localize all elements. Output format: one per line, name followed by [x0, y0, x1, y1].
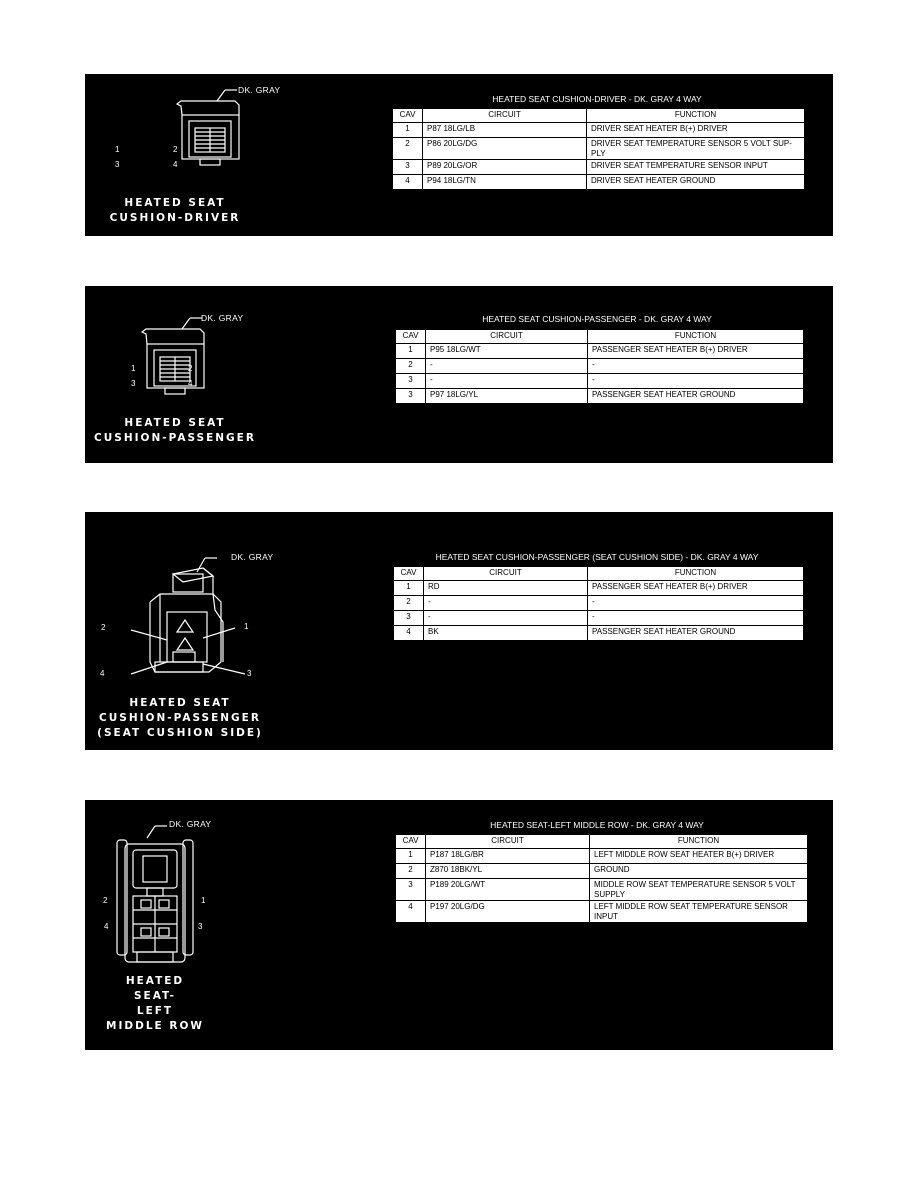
- cell-function: DRIVER SEAT HEATER B(+) DRIVER: [587, 123, 805, 138]
- pin-label-3: 3: [115, 160, 120, 169]
- cell-circuit: P89 20LG/OR: [423, 160, 587, 175]
- table-title: HEATED SEAT-LEFT MIDDLE ROW - DK. GRAY 4 WAY: [490, 820, 704, 830]
- cell-cav: 3: [396, 389, 426, 404]
- table-title: HEATED SEAT CUSHION-PASSENGER - DK. GRAY 4 WAY: [482, 314, 712, 324]
- cell-circuit: Z870 18BK/YL: [426, 864, 590, 879]
- connector-title: [95, 974, 215, 1034]
- cell-circuit: P187 18LG/BR: [426, 849, 590, 864]
- table-row: [396, 879, 808, 901]
- color-label: DK. GRAY: [169, 819, 212, 829]
- cell-function: -: [588, 596, 804, 611]
- cell-cav: 3: [394, 611, 424, 626]
- connector-diagram: [85, 512, 385, 750]
- table-row: [394, 581, 804, 596]
- table-title: HEATED SEAT CUSHION-DRIVER - DK. GRAY 4 WAY: [492, 94, 702, 104]
- cell-function: DRIVER SEAT TEMPERATURE SENSOR INPUT: [587, 160, 805, 175]
- table-header-row: [396, 835, 808, 849]
- cell-function: DRIVER SEAT TEMPERATURE SENSOR 5 VOLT SUP-PLY: [587, 138, 805, 160]
- pin-table: [395, 329, 804, 404]
- cell-circuit: P97 18LG/YL: [426, 389, 588, 404]
- table-row: [394, 626, 804, 641]
- pin-label-2: 2: [173, 145, 178, 154]
- table-row: [393, 123, 805, 138]
- cell-function: PASSENGER SEAT HEATER B(+) DRIVER: [588, 344, 804, 359]
- header-cav: CAV: [394, 567, 424, 581]
- connector-title-line: CUSHION-PASSENGER: [94, 432, 256, 444]
- cell-function: -: [588, 359, 804, 374]
- cell-cav: 3: [396, 374, 426, 389]
- pin-label-3: 3: [198, 922, 203, 931]
- cell-circuit: -: [426, 374, 588, 389]
- connector-title: [85, 696, 275, 741]
- connector-diagram: [85, 800, 385, 1050]
- cell-cav: 1: [393, 123, 423, 138]
- cell-circuit: -: [424, 611, 588, 626]
- table-row: [396, 901, 808, 923]
- header-cav: CAV: [396, 330, 426, 344]
- pin-label-1: 1: [115, 145, 120, 154]
- connector-title-line: MIDDLE ROW: [106, 1020, 204, 1032]
- connector-panel-passenger: [85, 286, 833, 463]
- pin-label-4: 4: [173, 160, 178, 169]
- connector-title-line: CUSHION-DRIVER: [109, 212, 241, 224]
- pin-label-4: 4: [188, 379, 193, 388]
- cell-circuit: BK: [424, 626, 588, 641]
- connector-panel-passenger-seat-side: [85, 512, 833, 750]
- pin-label-3: 3: [247, 669, 252, 678]
- pin-label-4: 4: [104, 922, 109, 931]
- connector-title-line: CUSHION-PASSENGER: [99, 712, 261, 724]
- table-row: [396, 359, 804, 374]
- connector-title-line: HEATED SEAT: [129, 697, 231, 709]
- cell-cav: 4: [394, 626, 424, 641]
- connector-title: [90, 196, 260, 226]
- header-circuit: CIRCUIT: [426, 330, 588, 344]
- header-circuit: CIRCUIT: [423, 109, 587, 123]
- cell-circuit: P95 18LG/WT: [426, 344, 588, 359]
- cell-cav: 2: [393, 138, 423, 160]
- table-row: [396, 389, 804, 404]
- cell-cav: 1: [394, 581, 424, 596]
- header-circuit: CIRCUIT: [424, 567, 588, 581]
- cell-circuit: P197 20LG/DG: [426, 901, 590, 923]
- pin-label-3: 3: [131, 379, 136, 388]
- cell-function: GROUND: [590, 864, 808, 879]
- pin-label-2: 2: [101, 623, 106, 632]
- connector-title-line: (SEAT CUSHION SIDE): [97, 727, 263, 739]
- table-header-row: [396, 330, 804, 344]
- header-cav: CAV: [396, 835, 426, 849]
- cell-cav: 1: [396, 344, 426, 359]
- cell-cav: 3: [393, 160, 423, 175]
- cell-cav: 2: [394, 596, 424, 611]
- connector-diagram: [85, 74, 385, 236]
- cell-circuit: P94 18LG/TN: [423, 175, 587, 190]
- connector-title-line: HEATED SEAT: [124, 417, 226, 429]
- cell-circuit: RD: [424, 581, 588, 596]
- connector-panel-driver: [85, 74, 833, 236]
- cell-cav: 4: [396, 901, 426, 923]
- table-row: [394, 611, 804, 626]
- table-row: [396, 849, 808, 864]
- header-cav: CAV: [393, 109, 423, 123]
- cell-function: DRIVER SEAT HEATER GROUND: [587, 175, 805, 190]
- cell-function: LEFT MIDDLE ROW SEAT HEATER B(+) DRIVER: [590, 849, 808, 864]
- connector-title-line: SEAT-: [133, 990, 177, 1002]
- table-row: [396, 864, 808, 879]
- pin-label-2: 2: [103, 896, 108, 905]
- table-title: HEATED SEAT CUSHION-PASSENGER (SEAT CUSHION SIDE) - DK. GRAY 4 WAY: [435, 552, 759, 562]
- cell-circuit: P189 20LG/WT: [426, 879, 590, 901]
- cell-circuit: -: [424, 596, 588, 611]
- cell-function: PASSENGER SEAT HEATER GROUND: [588, 626, 804, 641]
- color-label: DK. GRAY: [238, 85, 281, 95]
- pin-label-4: 4: [100, 669, 105, 678]
- cell-function: PASSENGER SEAT HEATER GROUND: [588, 389, 804, 404]
- color-label: DK. GRAY: [201, 313, 244, 323]
- cell-circuit: -: [426, 359, 588, 374]
- pin-label-2: 2: [188, 364, 193, 373]
- table-header-row: [393, 109, 805, 123]
- table-row: [396, 344, 804, 359]
- pin-table: [393, 566, 804, 641]
- color-label: DK. GRAY: [231, 552, 274, 562]
- pin-table: [395, 834, 808, 923]
- table-row: [393, 160, 805, 175]
- pin-label-1: 1: [244, 622, 249, 631]
- table-row: [393, 175, 805, 190]
- cell-function: LEFT MIDDLE ROW SEAT TEMPERATURE SENSOR INPUT: [590, 901, 808, 923]
- header-function: FUNCTION: [587, 109, 805, 123]
- cell-function: PASSENGER SEAT HEATER B(+) DRIVER: [588, 581, 804, 596]
- connector-diagram: [85, 286, 385, 463]
- connector-title: [85, 416, 265, 446]
- connector-title-line: HEATED SEAT: [124, 197, 226, 209]
- pin-label-1: 1: [201, 896, 206, 905]
- cell-cav: 2: [396, 359, 426, 374]
- connector-title-line: LEFT: [136, 1005, 174, 1017]
- header-function: FUNCTION: [588, 567, 804, 581]
- cell-cav: 2: [396, 864, 426, 879]
- cell-cav: 3: [396, 879, 426, 901]
- cell-cav: 4: [393, 175, 423, 190]
- table-row: [394, 596, 804, 611]
- cell-function: MIDDLE ROW SEAT TEMPERATURE SENSOR 5 VOLT SUPPLY: [590, 879, 808, 901]
- header-function: FUNCTION: [588, 330, 804, 344]
- table-header-row: [394, 567, 804, 581]
- cell-circuit: P86 20LG/DG: [423, 138, 587, 160]
- table-row: [396, 374, 804, 389]
- pin-label-1: 1: [131, 364, 136, 373]
- connector-title-line: HEATED: [125, 975, 185, 987]
- cell-function: -: [588, 374, 804, 389]
- pin-table: [392, 108, 805, 190]
- connector-panel-left-middle-row: [85, 800, 833, 1050]
- cell-circuit: P87 18LG/LB: [423, 123, 587, 138]
- header-circuit: CIRCUIT: [426, 835, 590, 849]
- cell-function: -: [588, 611, 804, 626]
- header-function: FUNCTION: [590, 835, 808, 849]
- table-row: [393, 138, 805, 160]
- cell-cav: 1: [396, 849, 426, 864]
